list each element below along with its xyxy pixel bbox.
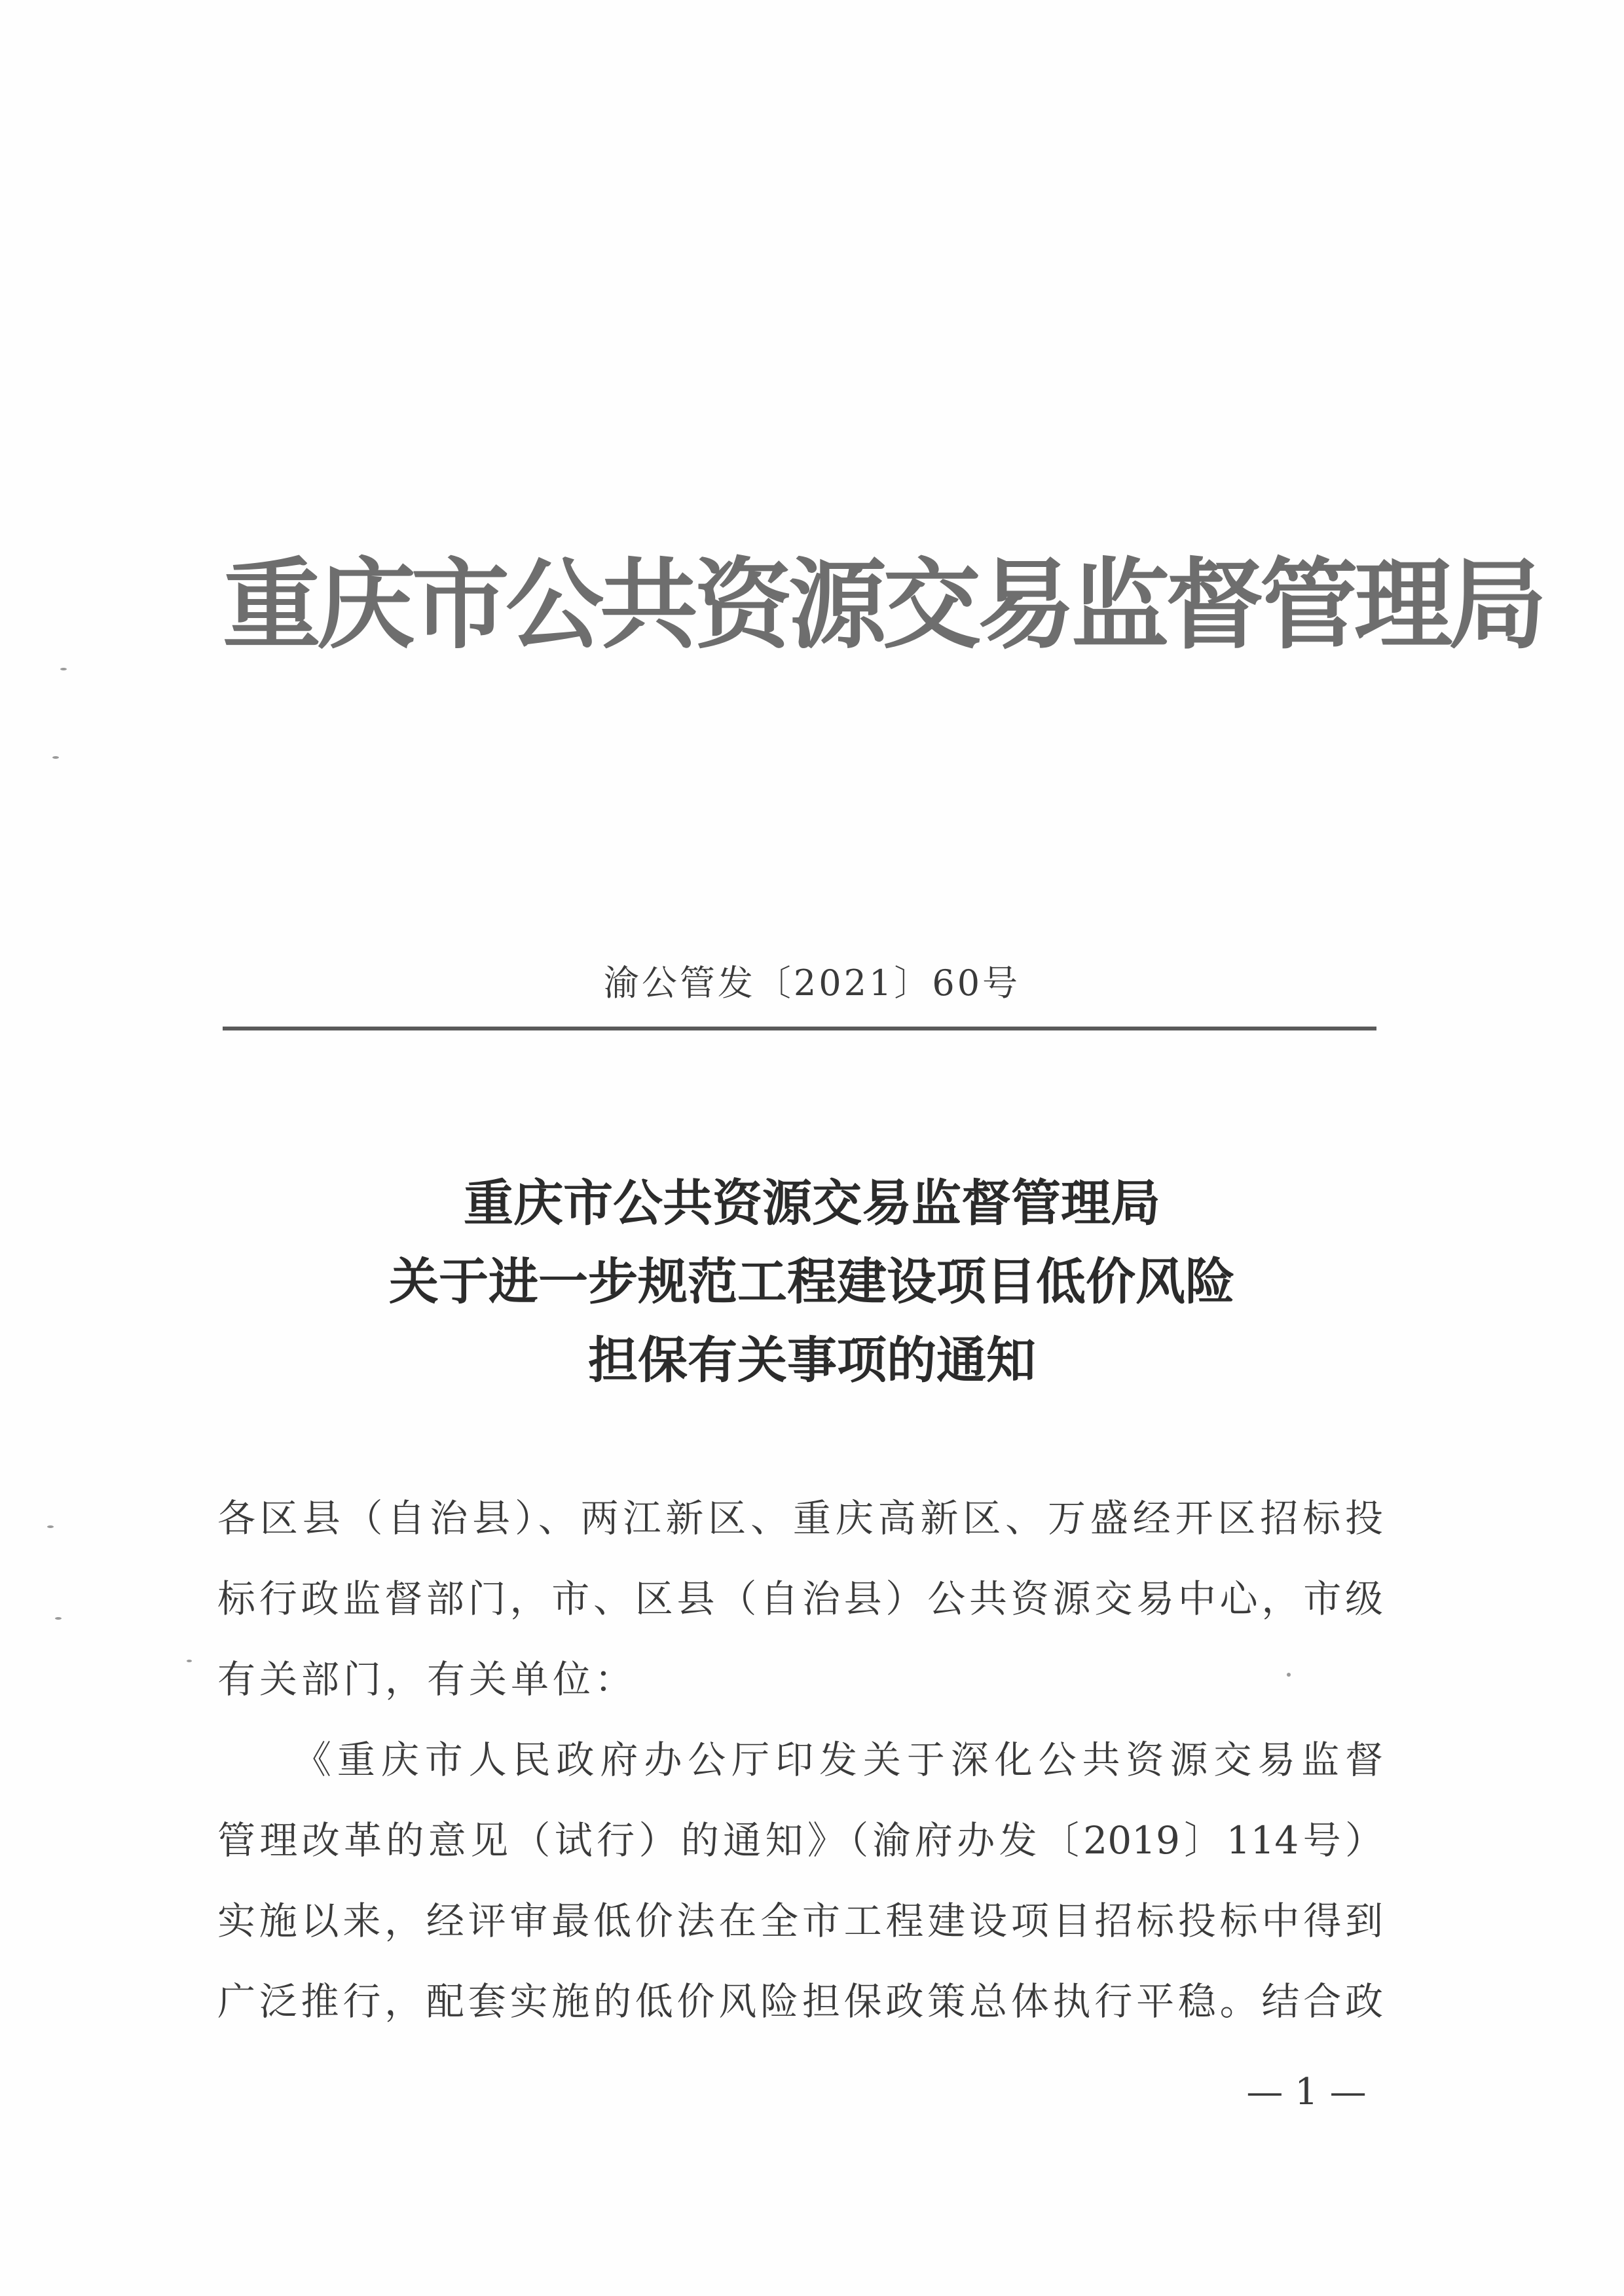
scan-speck — [47, 1525, 54, 1528]
paragraph-line-3: 实施以来，经评审最低价法在全市工程建设项目招标投标中得到 — [217, 1899, 1383, 1943]
page-number: — 1 — — [1246, 2071, 1367, 2113]
paragraph-line-4: 广泛推行，配套实施的低价风险担保政策总体执行平稳。结合政 — [217, 1979, 1383, 2024]
title-line-3: 担保有关事项的通知 — [588, 1331, 1036, 1389]
paragraph-line-1: 《重庆市人民政府办公厅印发关于深化公共资源交易监督 — [293, 1738, 1383, 1782]
salutation-line-1: 各区县（自治县）、两江新区、重庆高新区、万盛经开区招标投 — [217, 1496, 1383, 1540]
issuer-letterhead: 重庆市公共资源交易监督管理局 — [223, 549, 1543, 663]
scan-speck — [52, 756, 59, 759]
paragraph-line-2: 管理改革的意见（试行）的通知》（渝府办发〔2019〕114号） — [217, 1818, 1383, 1863]
scan-speck — [60, 668, 67, 670]
salutation-line-2: 标行政监督部门，市、区县（自治县）公共资源交易中心，市级 — [217, 1576, 1383, 1621]
document-number: 渝公管发〔2021〕60号 — [603, 962, 1021, 1004]
document-body — [217, 1478, 1383, 2042]
title-line-2: 关于进一步规范工程建设项目低价风险 — [389, 1252, 1235, 1311]
salutation-line-3: 有关部门，有关单位： — [217, 1657, 637, 1702]
header-rule — [223, 1027, 1376, 1030]
scan-speck — [187, 1660, 192, 1662]
title-line-1: 重庆市公共资源交易监督管理局 — [464, 1174, 1160, 1232]
document-title — [0, 1174, 1624, 1414]
scan-speck — [1287, 1673, 1291, 1677]
scan-speck — [55, 1617, 62, 1620]
